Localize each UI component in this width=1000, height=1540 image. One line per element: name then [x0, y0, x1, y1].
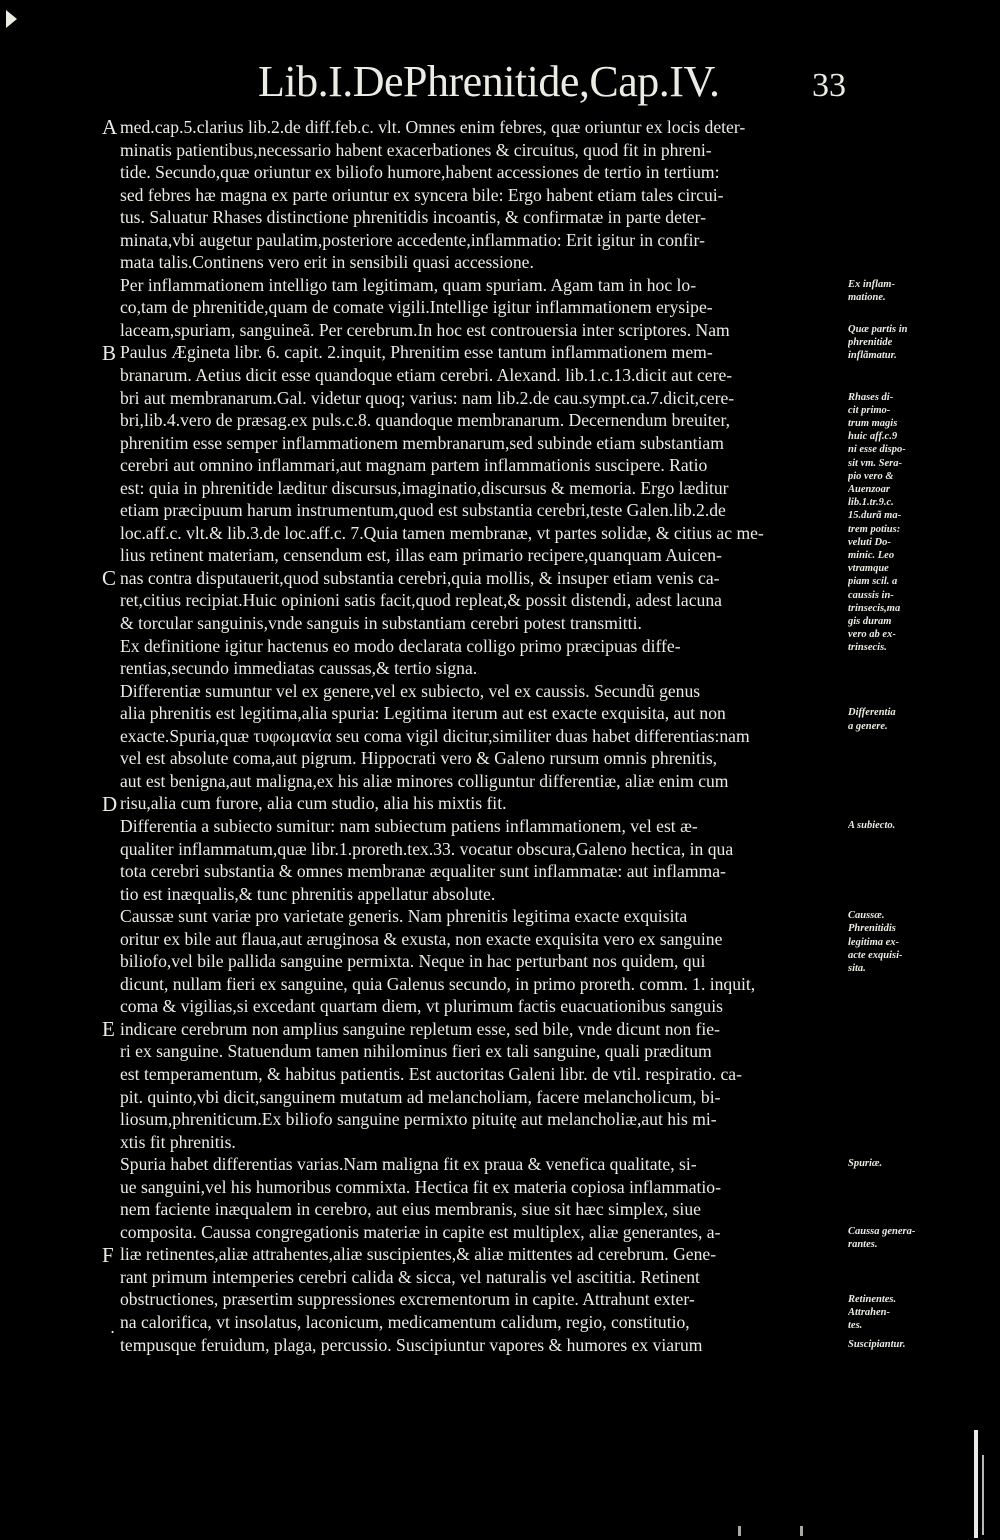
text-line: laceam,spuriam, sanguineã. Per cerebrum.In hoc est controuersia inter scriptores. Nam: [120, 319, 730, 340]
text-line: tota cerebri substantia & omnes membranæ æqualiter sunt inflammatæ: aut inflamma-: [120, 861, 726, 882]
text-line: vel est absolute coma,aut pigrum. Hippocrati vero & Galeno rursum omnis phrenitis,: [120, 748, 718, 769]
text-line: Spuria habet differentias varias.Nam maligna fit ex praua & venefica qualitate, si-: [120, 1154, 697, 1175]
text-line: minatis patientibus,necessario habent exacerbationes & circuitus, quod fit in phreni-: [120, 139, 712, 160]
margin-note: A subiecto.: [848, 820, 896, 832]
section-letter: D: [102, 791, 118, 816]
margin-note: Quæ partis in phrenitide inflãmatur.: [848, 323, 908, 362]
text-line: oritur ex bile aut flaua,aut æruginosa & exusta, non exacte exquisita vero ex sanguine: [120, 928, 723, 949]
text-line: phrenitim esse semper inflammationem membranarum,sed subinde etiam substantiam: [120, 432, 724, 453]
text-line: est: quia in phrenitide læditur discursus,imaginatio,discursus & memoria. Ergo læditur: [120, 477, 729, 498]
main-text-block: [120, 116, 848, 1356]
text-line: tus. Saluatur Rhases distinctione phrenitidis incoantis, & confirmatæ in parte deter-: [120, 207, 706, 228]
running-head: Lib.I.DePhrenitide,Cap.IV.: [258, 57, 720, 106]
text-line: cerebri aut omnino inflammari,aut magnam partem inflammationis suscipere. Ratio: [120, 455, 708, 476]
margin-note: Spuriæ.: [848, 1158, 883, 1170]
text-line: lius retinent materiam, censendum est, illas eam primario recipere,quanquam Auicen-: [120, 545, 722, 566]
text-line: mata talis.Continens vero erit in sensibili quasi accessione.: [120, 252, 534, 273]
text-line: minata,vbi augetur paulatim,posteriore accedente,inflammatio: Erit igitur in confir-: [120, 229, 705, 250]
stray-mark: .: [110, 1318, 116, 1337]
text-line: coma & vigilias,si excedant quartam diem, vt plurimum factis euacuationibus sanguis: [120, 996, 723, 1017]
text-line: liæ retinentes,aliæ attrahentes,aliæ suscipientes,& aliæ mittentes ad cerebrum. Gene-: [120, 1244, 717, 1265]
text-line: alia phrenitis est legitima,alia spuria: Legitima iterum aut est exacte exquisita, aut non: [120, 703, 726, 724]
text-line: tempusque feruidum, plaga, percussio. Suscipiuntur vapores & humores ex viarum: [120, 1334, 703, 1355]
text-line: rant primum intemperies cerebri calida & sicca, vel naturalis vel ascititia. Retinent: [120, 1266, 700, 1287]
text-line: nas contra disputauerit,quod substantia cerebri,quia mollis, & insuper etiam venis ca-: [120, 567, 720, 588]
margin-note: Differentia a genere.: [848, 707, 896, 732]
text-line: bri,lib.4.vero de præsag.ex puls.c.8. quandoque membranarum. Decernendum breuiter,: [120, 410, 730, 431]
text-line: branarum. Aetius dicit esse quandoque etiam cerebri. Alexand. lib.1.c.13.dicit aut cere-: [120, 365, 733, 386]
text-line: Caussæ sunt variæ pro varietate generis. Nam phrenitis legitima exacte exquisita: [120, 906, 688, 927]
section-letter: B: [102, 340, 117, 365]
margin-note: Ex inflam- matione.: [848, 278, 895, 304]
margin-note: Suscipiantur.: [848, 1338, 906, 1350]
text-line: liosum,phreniticum.Ex biliofo sanguine permixto pituitę aut melancholiæ,aut his mi-: [120, 1109, 717, 1130]
text-line: Per inflammationem intelligo tam legitimam, quam spuriam. Agam tam in hoc lo-: [120, 274, 697, 295]
text-line: med.cap.5.clarius lib.2.de diff.feb.c. vlt. Omnes enim febres, quæ oriuntur ex locis deter-: [120, 117, 746, 137]
text-line: loc.aff.c. vlt.& lib.3.de loc.aff.c. 7.Quia tamen membranæ, vt partes solidæ, & citius ac me-: [120, 522, 764, 543]
text-line: composita. Caussa congregationis materiæ in capite est multiplex, aliæ generantes, a-: [120, 1221, 721, 1242]
section-letter: F: [102, 1242, 114, 1267]
text-line: tide. Secundo,quæ oriuntur ex biliofo humore,habent accessiones de tertio in tertium:: [120, 162, 720, 183]
margin-note: Caussæ. Phrenitidis legitima ex- acte exquisi- sita.: [848, 910, 903, 975]
section-letter: C: [102, 566, 117, 590]
text-line: indicare cerebrum non amplius sanguine repletum esse, sed bile, vnde dicunt non fie-: [120, 1018, 720, 1039]
text-line: nem faciente inæqualem in cerebro, aut eius membranis, siue sit hæc simplex, siue: [120, 1199, 701, 1220]
text-line: pit. quinto,vbi dicit,sanguinem mutatum ad melancholiam, facere melancholicum, bi-: [120, 1086, 721, 1107]
corner-arrow-mark: [6, 10, 17, 28]
text-line: Differentiæ sumuntur vel ex genere,vel ex subiecto, vel ex caussis. Secundũ genus: [120, 680, 701, 701]
text-line: sed febres hæ magna ex parte oriuntur ex syncera bile: Ergo habent etiam tales circui-: [120, 184, 724, 205]
text-line: qualiter inflammatum,quæ libr.1.proreth.tex.33. vocatur obscura,Galeno hectica, in qua: [120, 838, 734, 859]
text-line: aut est benigna,aut maligna,ex his aliæ minores colliguntur differentiæ, aliæ enim cum: [120, 770, 729, 791]
text-line: exacte.Spuria,quæ τυφωμανία seu coma vigil dicitur,similiter duas habet differentias:nam: [120, 725, 750, 746]
text-line: ri ex sanguine. Statuendum tamen nihilominus fieri ex tali sanguine, quali præditum: [120, 1041, 712, 1062]
text-line: risu,alia cum furore, alia cum studio, alia his mixtis fit.: [120, 793, 507, 814]
text-line: est temperamentum, & habitus patientis. Est auctoritas Galeni libr. de vtil. respiratio. ca-: [120, 1063, 742, 1084]
page-edge-rule-secondary: [982, 1455, 984, 1535]
text-line: obstructiones, præsertim suppressiones excrementorum in capite. Attrahunt exter-: [120, 1289, 695, 1310]
text-line: Ex definitione igitur hactenus eo modo declarata colligo primo præcipuas diffe-: [120, 635, 681, 656]
page-number: 33: [812, 67, 846, 104]
text-line: ue sanguini,vel his humoribus commixta. Hectica fit ex materia copiosa inflammatio-: [120, 1176, 721, 1197]
text-line: rentias,secundo immediatas caussas,& tertio signa.: [120, 658, 478, 679]
text-line: biliofo,vel bile pallida sanguine permixta. Neque in hac perturbant nos quidem, qui: [120, 951, 706, 972]
margin-note: Rhases di- cit primo- trum magis huic aff.c.9 ni esse dispo- sit vm. Sera- pio vero & Auenzoar lib.1.tr.9.c. 15.durã ma- trem potius: veluti Do- minic. Leo vtramque piam scil. a caussis in- trinsecis,ma gis duram vero ab ex- trinsecis.: [848, 391, 906, 654]
text-line: Paulus Ægineta libr. 6. capit. 2.inquit, Phrenitim esse tantum inflammationem mem-: [120, 342, 713, 363]
text-line: xtis fit phrenitis.: [120, 1131, 236, 1152]
text-line: ret,citius recipiat.Huic opinioni satis facit,quod repleat,& possit distendi, adest lacuna: [120, 590, 722, 611]
text-line: co,tam de phrenitide,quam de comate vigili.Intellige igitur inflammationem erysipe-: [120, 297, 713, 318]
text-line: & torcular sanguinis,vnde sanguis in substantiam cerebri potest transmitti.: [120, 613, 642, 634]
text-line: Differentia a subiecto sumitur: nam subiectum patiens inflammationem, vel est æ-: [120, 815, 698, 836]
bottom-tick-mark: [738, 1526, 741, 1536]
margin-note: Caussa genera- rantes.: [848, 1225, 916, 1251]
text-line: bri aut membranarum.Gal. videtur quoq; varius: nam lib.2.de cau.sympt.ca.7.dicit,cere-: [120, 387, 735, 408]
text-line: dicunt, nullam fieri ex sanguine, quia Galenus secundo, in primo proreth. comm. 1. inquit,: [120, 973, 756, 994]
section-letter: E: [102, 1017, 115, 1041]
margin-note: Retinentes. Attrahen- tes.: [848, 1293, 897, 1331]
bottom-tick-mark: [800, 1526, 803, 1536]
section-letter: A: [102, 115, 118, 139]
text-line: etiam præcipuum harum instrumentum,quod est substantia cerebri,teste Galen.lib.2.de: [120, 500, 726, 521]
page-edge-rule: [974, 1430, 978, 1538]
text-line: na calorifica, vt insolatus, laconicum, medicamentum calidum, regio, constitutio,: [120, 1311, 690, 1332]
text-line: tio est inæqualis,& tunc phrenitis appellatur absolute.: [120, 883, 496, 904]
